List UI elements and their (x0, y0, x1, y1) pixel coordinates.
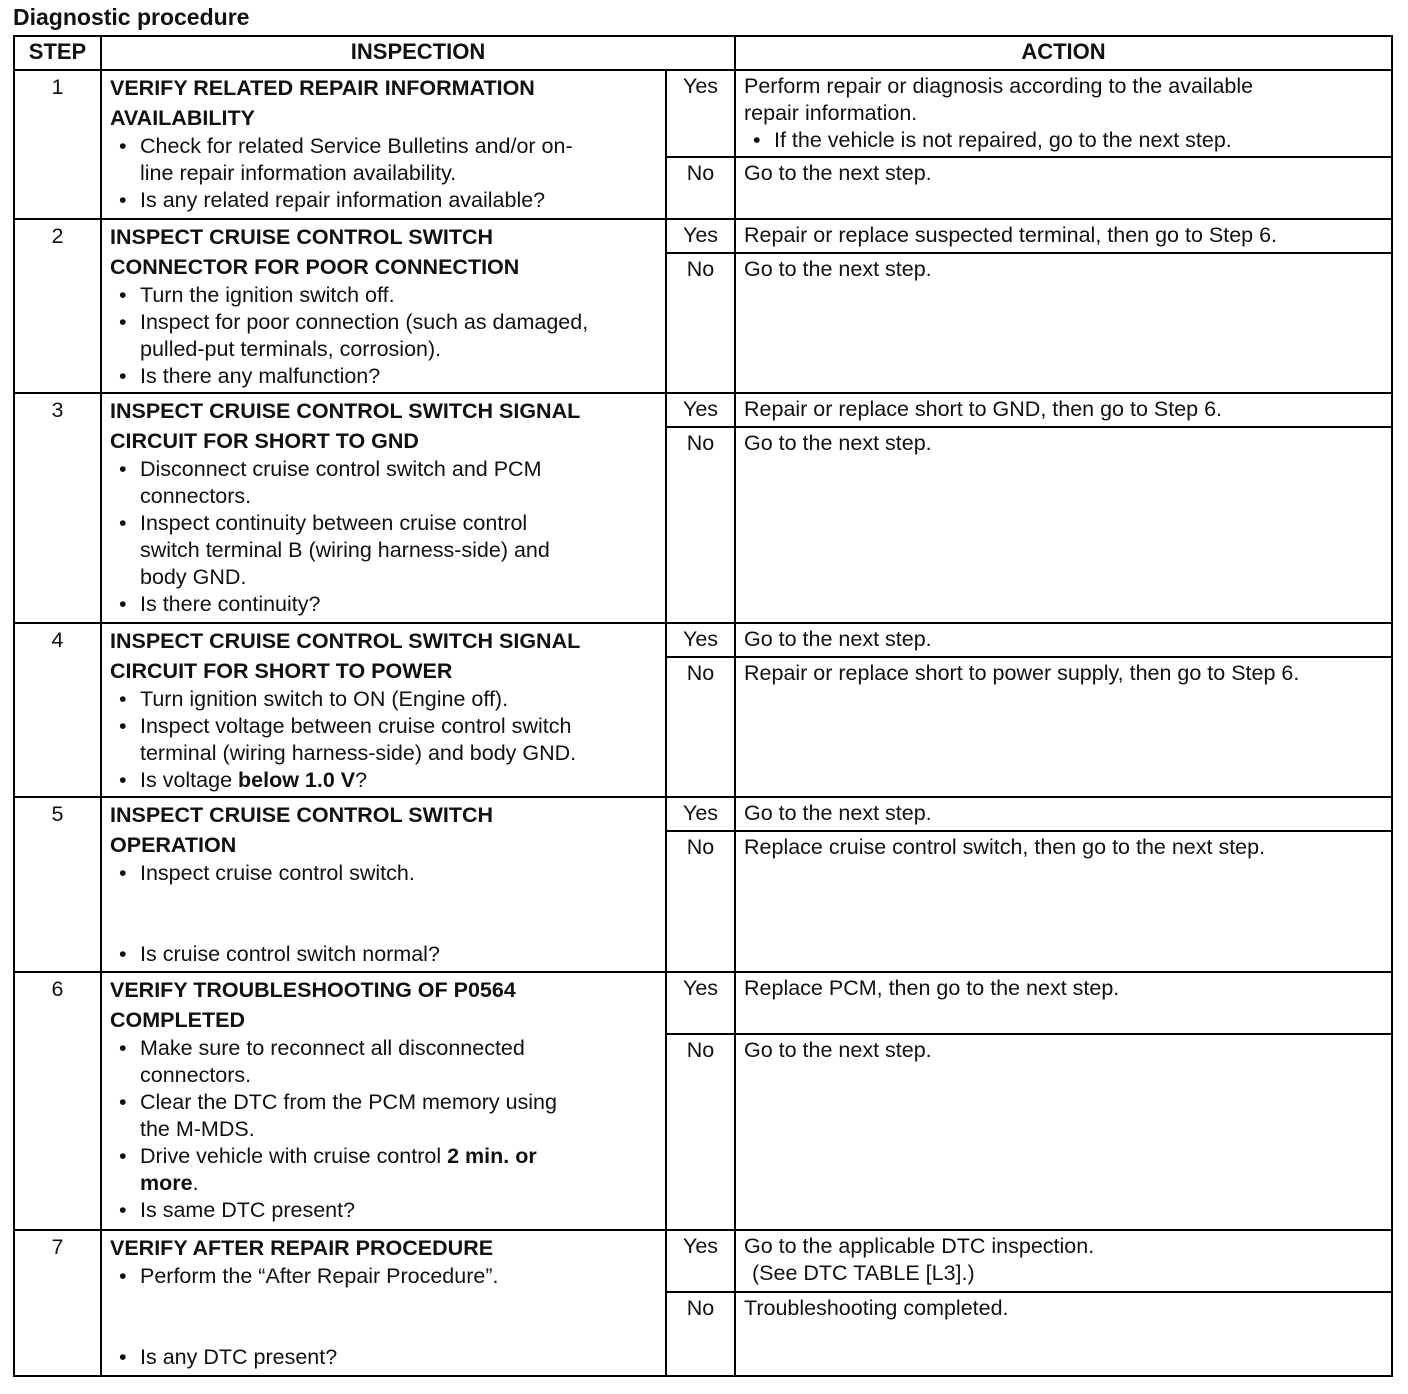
inspection-title: VERIFY TROUBLESHOOTING OF P0564 COMPLETED (110, 978, 516, 1032)
inspection-bullets (110, 1263, 657, 1371)
action-yes: Repair or replace suspected terminal, then go to Step 6. (735, 219, 1392, 253)
answer-yes: Yes (666, 1230, 735, 1292)
inspection-title: INSPECT CRUISE CONTROL SWITCH SIGNAL CIRCUIT FOR SHORT TO POWER (110, 629, 581, 683)
list-item: • Is any DTC present? (110, 1344, 657, 1371)
diagnostic-procedure-table (13, 35, 1393, 1377)
table-row (14, 972, 1392, 1034)
table-row (14, 797, 1392, 831)
answer-no: No (666, 1292, 735, 1376)
header-inspection: INSPECTION (101, 36, 735, 70)
step-number: 4 (14, 623, 101, 797)
list-item: • Inspect continuity between cruise control switch terminal B (wiring harness-side) and body GND. (110, 510, 657, 591)
list-item: • Turn ignition switch to ON (Engine off). (110, 686, 657, 713)
inspection-bullets (110, 456, 657, 618)
step-number: 5 (14, 797, 101, 972)
action-yes: Go to the next step. (735, 623, 1392, 657)
table-row (14, 623, 1392, 657)
step-number: 2 (14, 219, 101, 393)
list-item: • Disconnect cruise control switch and PCM connectors. (110, 456, 657, 510)
action-no: Go to the next step. (735, 427, 1392, 623)
action-no: Repair or replace short to power supply, then go to Step 6. (735, 657, 1392, 797)
inspection-cell (101, 797, 666, 972)
inspection-cell (101, 219, 666, 393)
inspection-bullets (110, 686, 657, 794)
action-yes: Go to the applicable DTC inspection. (See DTC TABLE [L3].) (735, 1230, 1392, 1292)
list-item: • Is there any malfunction? (110, 363, 657, 390)
list-item: • Turn the ignition switch off. (110, 282, 657, 309)
header-action: ACTION (735, 36, 1392, 70)
answer-no: No (666, 657, 735, 797)
inspection-cell (101, 70, 666, 219)
answer-no: No (666, 157, 735, 219)
table-row (14, 1230, 1392, 1292)
action-no: Go to the next step. (735, 1034, 1392, 1230)
list-item: • Inspect cruise control switch. (110, 860, 657, 887)
answer-yes: Yes (666, 70, 735, 157)
action-yes: Replace PCM, then go to the next step. (735, 972, 1392, 1034)
inspection-bullets (110, 133, 657, 214)
list-item: • Check for related Service Bulletins and/or on- line repair information availability. (110, 133, 657, 187)
inspection-cell (101, 393, 666, 623)
header-step: STEP (14, 36, 101, 70)
answer-yes: Yes (666, 797, 735, 831)
inspection-bullets (110, 1035, 657, 1224)
answer-yes: Yes (666, 219, 735, 253)
list-item: • If the vehicle is not repaired, go to the next step. (744, 127, 1385, 154)
step-number: 7 (14, 1230, 101, 1376)
inspection-title: INSPECT CRUISE CONTROL SWITCH SIGNAL CIRCUIT FOR SHORT TO GND (110, 399, 581, 453)
action-no: Go to the next step. (735, 157, 1392, 219)
action-yes: Go to the next step. (735, 797, 1392, 831)
inspection-title: INSPECT CRUISE CONTROL SWITCH CONNECTOR FOR POOR CONNECTION (110, 225, 520, 279)
action-yes: Perform repair or diagnosis according to the available repair information. • If the vehicle is not repaired, go to the next step. (735, 70, 1392, 157)
list-item: • Inspect for poor connection (such as damaged, pulled-put terminals, corrosion). (110, 309, 657, 363)
page-title: Diagnostic procedure (13, 4, 250, 30)
table-row (14, 70, 1392, 157)
list-item: • Is voltage below 1.0 V? (110, 767, 657, 794)
list-item: • Clear the DTC from the PCM memory using the M-MDS. (110, 1089, 657, 1143)
table-row (14, 393, 1392, 427)
answer-yes: Yes (666, 623, 735, 657)
action-yes: Repair or replace short to GND, then go to Step 6. (735, 393, 1392, 427)
inspection-title: VERIFY AFTER REPAIR PROCEDURE (110, 1236, 494, 1260)
list-item: • Is any related repair information available? (110, 187, 657, 214)
action-no: Troubleshooting completed. (735, 1292, 1392, 1376)
list-item: • Is there continuity? (110, 591, 657, 618)
step-number: 6 (14, 972, 101, 1230)
answer-no: No (666, 427, 735, 623)
list-item: • Perform the “After Repair Procedure”. (110, 1263, 657, 1290)
answer-no: No (666, 831, 735, 972)
answer-no: No (666, 253, 735, 393)
inspection-title: INSPECT CRUISE CONTROL SWITCH OPERATION (110, 803, 494, 857)
inspection-cell (101, 972, 666, 1230)
inspection-title: VERIFY RELATED REPAIR INFORMATION AVAILABILITY (110, 76, 535, 130)
inspection-bullets (110, 860, 657, 968)
inspection-cell (101, 623, 666, 797)
list-item: • Is cruise control switch normal? (110, 941, 657, 968)
action-no: Replace cruise control switch, then go to the next step. (735, 831, 1392, 972)
list-item: • Make sure to reconnect all disconnected connectors. (110, 1035, 657, 1089)
answer-yes: Yes (666, 972, 735, 1034)
table-header-row (14, 36, 1392, 70)
step-number: 3 (14, 393, 101, 623)
table-row (14, 219, 1392, 253)
inspection-cell (101, 1230, 666, 1376)
list-item: • Inspect voltage between cruise control switch terminal (wiring harness-side) and body GND. (110, 713, 657, 767)
step-number: 1 (14, 70, 101, 219)
inspection-bullets (110, 282, 657, 390)
list-item: • Is same DTC present? (110, 1197, 657, 1224)
answer-yes: Yes (666, 393, 735, 427)
list-item: • Drive vehicle with cruise control 2 min. or more. (110, 1143, 657, 1197)
action-no: Go to the next step. (735, 253, 1392, 393)
answer-no: No (666, 1034, 735, 1230)
